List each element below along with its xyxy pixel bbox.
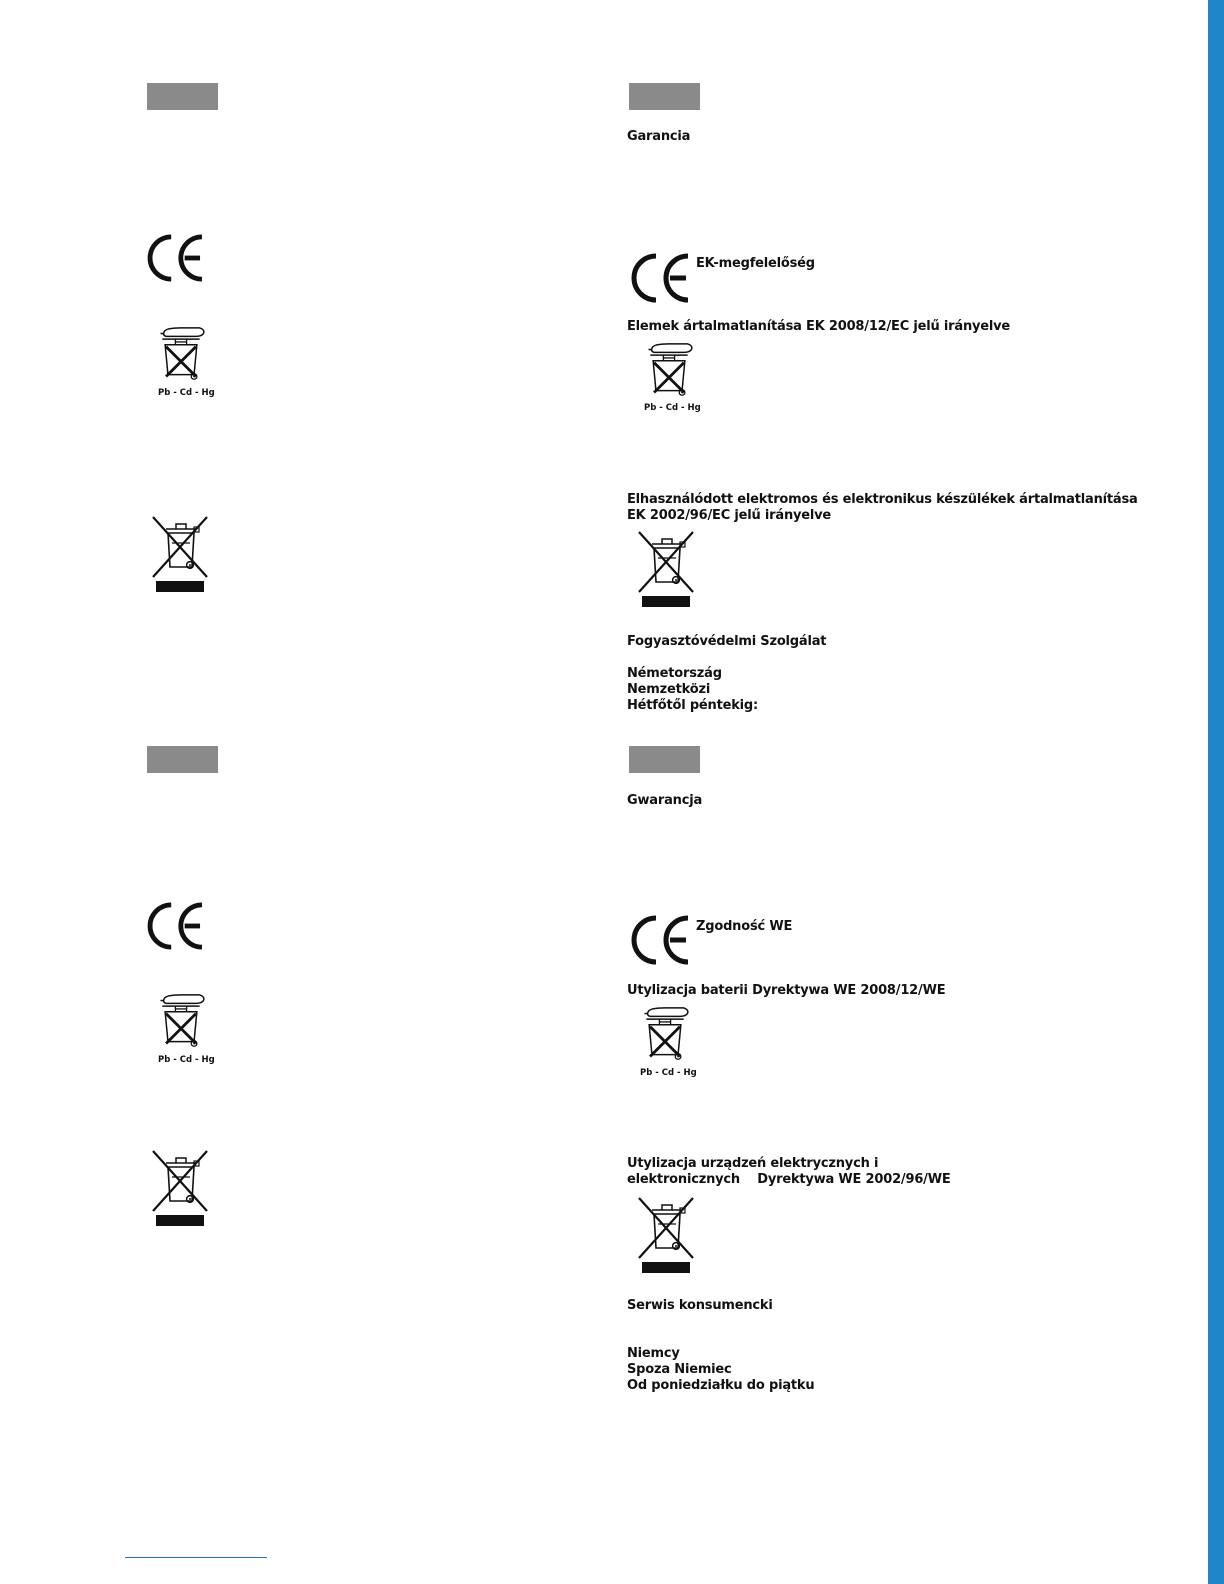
crossed-wheelie-bin-icon [636,530,696,610]
ce-conformity-heading: EK-megfelelőség [696,256,815,271]
service-germany: Niemcy [627,1346,680,1361]
weee-heading-line2: elektronicznych Dyrektywa WE 2002/96/WE [627,1172,951,1187]
weee-heading-line1: Elhasználódott elektromos és elektronikus készülékek ártalmatlanítása [627,492,1138,507]
warranty-heading: Garancia [627,129,691,144]
footer-link-underline [125,1557,267,1558]
ce-conformity-heading: Zgodność WE [696,919,793,934]
consumer-service-heading: Fogyasztóvédelmi Szolgálat [627,634,827,649]
service-hours: Od poniedziałku do piątku [627,1378,815,1393]
crossed-wheelie-bin-icon [636,1196,696,1276]
service-international: Nemzetközi [627,682,711,697]
section-tab-left-1 [147,83,218,110]
service-outside-germany: Spoza Niemiec [627,1362,732,1377]
consumer-service-heading: Serwis konsumencki [627,1298,773,1313]
weee-heading-line2: EK 2002/96/EC jelű irányelve [627,508,832,523]
crossed-battery-bin-icon [153,324,209,386]
crossed-battery-bin-icon [641,340,697,402]
crossed-wheelie-bin-icon [150,1149,210,1229]
service-germany: Németország [627,666,722,681]
battery-label: Pb - Cd - Hg [158,1055,215,1065]
crossed-battery-bin-icon [153,991,209,1053]
warranty-heading: Gwarancja [627,793,703,808]
battery-label: Pb - Cd - Hg [644,403,701,413]
weee-heading-line1: Utylizacja urządzeń elektrycznych i [627,1156,879,1171]
battery-label: Pb - Cd - Hg [158,388,215,398]
service-hours: Hétfőtől péntekig: [627,698,759,713]
crossed-wheelie-bin-icon [150,515,210,595]
ce-mark-icon [146,901,206,951]
section-tab-left-2 [147,746,218,773]
section-tab-right-1 [629,83,700,110]
battery-disposal-heading: Utylizacja baterii Dyrektywa WE 2008/12/WE [627,983,946,998]
battery-disposal-heading: Elemek ártalmatlanítása EK 2008/12/EC jelű irányelve [627,319,1011,334]
section-tab-right-2 [629,746,700,773]
crossed-battery-bin-icon [637,1004,693,1066]
page-edge-bar [1208,0,1224,1584]
ce-mark-icon [630,252,692,304]
battery-label: Pb - Cd - Hg [640,1068,697,1078]
ce-mark-icon [630,914,692,966]
ce-mark-icon [146,233,206,283]
